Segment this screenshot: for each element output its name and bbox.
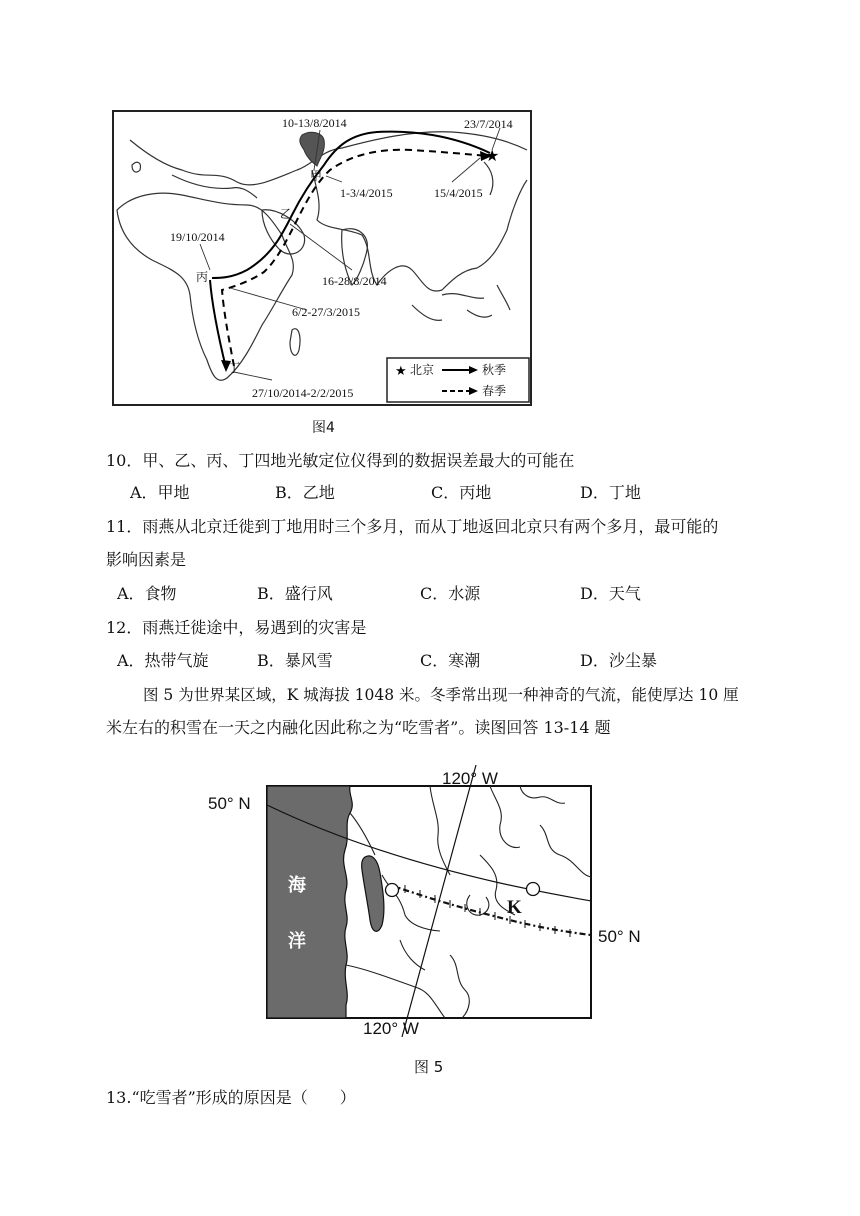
q10-option-a: A．甲地 bbox=[130, 483, 190, 502]
figure4-caption: 图4 bbox=[312, 420, 335, 436]
q12-option-d: D．沙尘暴 bbox=[580, 651, 657, 670]
label-ding: 丁 bbox=[228, 361, 241, 375]
q10-option-d: D．丁地 bbox=[580, 483, 641, 502]
legend-autumn: 秋季 bbox=[482, 363, 507, 377]
legend-beijing: 北京 bbox=[410, 363, 435, 377]
figure5-caption: 图 5 bbox=[414, 1058, 444, 1076]
q10-option-c: C．丙地 bbox=[431, 483, 492, 502]
label-d7: 6/2-27/3/2015 bbox=[292, 305, 360, 319]
label-d3: 1-3/4/2015 bbox=[340, 186, 393, 200]
q10-option-b: B．乙地 bbox=[275, 483, 335, 502]
label-d1: 10-13/8/2014 bbox=[282, 116, 347, 130]
intro-line2: 米左右的积雪在一天之内融化因此称之为“吃雪者”。读图回答 13-14 题 bbox=[106, 718, 611, 737]
question-11-line1: 11．雨燕从北京迁徙到丁地用时三个多月，而从丁地返回北京只有两个多月，最可能的 bbox=[106, 517, 719, 536]
q11-option-d: D．天气 bbox=[580, 584, 641, 603]
fig5-sea2: 洋 bbox=[288, 931, 306, 952]
label-yi: 乙 bbox=[280, 207, 293, 221]
fig5-city-k: K bbox=[507, 897, 522, 918]
figure4-map bbox=[112, 110, 532, 408]
fig5-right-lat: 50° N bbox=[598, 927, 641, 946]
q11-option-b: B．盛行风 bbox=[257, 584, 333, 603]
legend-spring: 春季 bbox=[482, 384, 507, 398]
label-d6: 16-28/8/2014 bbox=[322, 274, 387, 288]
label-d8: 27/10/2014-2/2/2015 bbox=[252, 386, 354, 400]
q11-option-a: A．食物 bbox=[117, 584, 177, 603]
fig5-top-lon: 120° W bbox=[442, 769, 498, 788]
label-d4: 15/4/2015 bbox=[434, 186, 483, 200]
fig5-bottom-lon: 120° W bbox=[363, 1019, 419, 1037]
label-bing: 丙 bbox=[196, 270, 209, 284]
question-12: 12．雨燕迁徙途中，易遇到的灾害是 bbox=[106, 618, 367, 637]
q11-option-c: C．水源 bbox=[420, 584, 481, 603]
question-13: 13.“吃雪者”形成的原因是（ ） bbox=[106, 1088, 356, 1107]
svg-text:★: ★ bbox=[395, 364, 407, 379]
question-11-line2: 影响因素是 bbox=[106, 550, 187, 569]
question-10: 10．甲、乙、丙、丁四地光敏定位仪得到的数据误差最大的可能在 bbox=[106, 451, 575, 470]
q12-option-b: B．暴风雪 bbox=[257, 651, 333, 670]
figure5-map bbox=[200, 765, 660, 1037]
label-d2: 23/7/2014 bbox=[464, 117, 513, 131]
q12-option-a: A．热带气旋 bbox=[117, 651, 209, 670]
intro-line1: 图 5 为世界某区域，K 城海拔 1048 米。冬季常出现一种神奇的气流，能使厚达 10 厘 bbox=[143, 686, 739, 704]
fig5-sea1: 海 bbox=[288, 875, 306, 896]
svg-text:★: ★ bbox=[485, 146, 500, 165]
label-jia: 甲 bbox=[310, 169, 323, 183]
fig5-left-lat: 50° N bbox=[208, 794, 251, 813]
q12-option-c: C．寒潮 bbox=[420, 651, 481, 670]
label-d5: 19/10/2014 bbox=[170, 230, 225, 244]
